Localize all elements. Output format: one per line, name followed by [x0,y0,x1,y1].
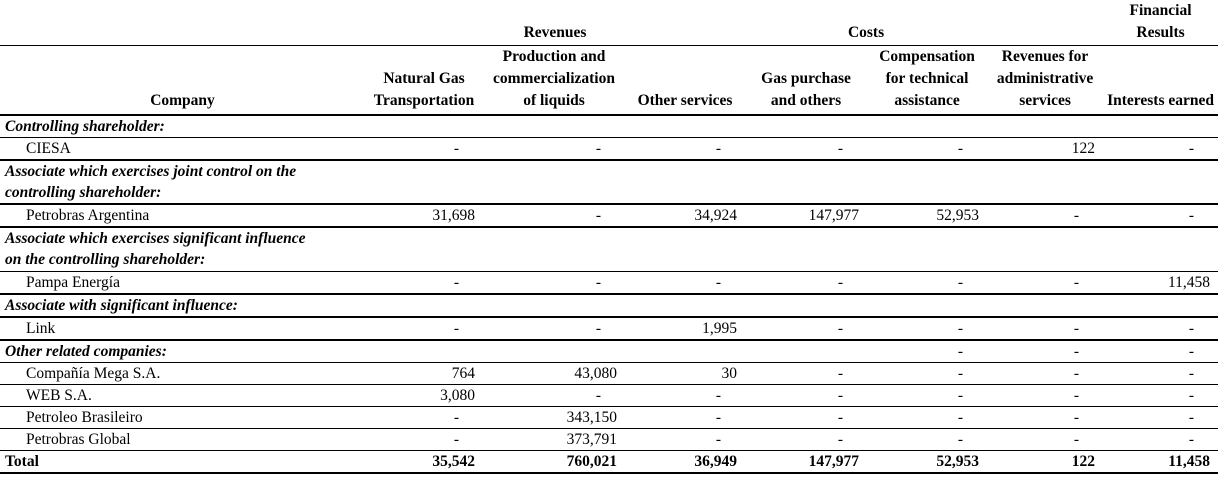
value-cell: - [365,428,483,450]
value-cell [1103,182,1218,204]
value-cell: - [867,428,987,450]
value-cell [365,294,483,317]
value-cell: - [625,271,745,294]
column-header-production-commercialization-liquids: Production and commercialization of liquids [483,46,625,116]
value-cell: - [987,204,1103,227]
table-row [0,160,1218,182]
company-name: Petrobras Argentina [0,204,365,227]
value-cell [1103,294,1218,317]
column-header-revenues-administrative-services: Revenues for administrative services [987,46,1103,116]
value-cell: 52,953 [867,450,987,473]
value-cell [625,294,745,317]
value-cell [483,340,625,363]
value-cell: - [1103,428,1218,450]
table-row [0,115,1218,138]
value-cell [745,249,867,271]
value-cell [365,227,483,249]
value-cell [987,249,1103,271]
column-header-compensation-technical-assistance: Compensation for technical assistance [867,46,987,116]
section-label: Associate which exercises joint control on the [5,163,297,180]
value-cell: - [867,406,987,428]
value-cell [365,340,483,363]
value-cell: - [987,271,1103,294]
company-name: Compañía Mega S.A. [0,362,365,384]
value-cell: 36,949 [625,450,745,473]
value-cell [483,182,625,204]
value-cell: - [1103,362,1218,384]
value-cell: - [987,384,1103,406]
value-cell: - [625,428,745,450]
company-name: Pampa Energía [0,271,365,294]
value-cell [1103,249,1218,271]
value-cell: - [867,317,987,340]
value-cell: - [745,317,867,340]
value-cell [483,249,625,271]
company-name: Total [0,450,365,473]
value-cell [483,294,625,317]
table-row [0,428,1218,450]
table-body [0,115,1218,473]
value-cell [987,182,1103,204]
value-cell: - [365,271,483,294]
value-cell: - [987,317,1103,340]
value-cell: - [867,271,987,294]
value-cell: - [1103,204,1218,227]
value-cell: - [867,340,987,363]
section-label: Associate which exercises significant influence [5,230,306,247]
value-cell: - [987,340,1103,363]
value-cell [1103,160,1218,182]
value-cell: 35,542 [365,450,483,473]
value-cell: - [483,317,625,340]
company-name: CIESA [0,138,365,161]
column-header-company: Company [0,46,365,116]
value-cell [745,340,867,363]
value-cell: - [483,271,625,294]
value-cell [625,160,745,182]
value-cell: - [987,428,1103,450]
table-header [0,0,1218,115]
table-row [0,249,1218,271]
value-cell: - [1103,317,1218,340]
table-row [0,317,1218,340]
value-cell [365,115,483,138]
value-cell: 764 [365,362,483,384]
table-row [0,204,1218,227]
value-cell [987,160,1103,182]
table-row [0,138,1218,161]
company-name: Petrobras Global [0,428,365,450]
value-cell [483,160,625,182]
value-cell [867,227,987,249]
table-row [0,406,1218,428]
value-cell: - [745,271,867,294]
column-header-row [0,46,1218,116]
section-label: Associate with significant influence: [0,294,365,317]
value-cell [1103,115,1218,138]
value-cell: - [867,384,987,406]
table-row [0,294,1218,317]
value-cell: - [483,138,625,161]
group-header-costs: Costs [745,0,987,46]
company-name: WEB S.A. [0,384,365,406]
value-cell [745,160,867,182]
value-cell: - [365,406,483,428]
table-row [0,450,1218,473]
value-cell [365,160,483,182]
value-cell: - [1103,384,1218,406]
value-cell [987,115,1103,138]
value-cell: - [625,406,745,428]
value-cell [483,227,625,249]
value-cell: 31,698 [365,204,483,227]
table-row [0,182,1218,204]
table-row [0,384,1218,406]
value-cell: 52,953 [867,204,987,227]
column-header-gas-purchase-and-others: Gas purchase and others [745,46,867,116]
value-cell: - [625,138,745,161]
value-cell [867,182,987,204]
value-cell: 760,021 [483,450,625,473]
value-cell [625,249,745,271]
value-cell: - [483,204,625,227]
value-cell: - [745,362,867,384]
value-cell [625,340,745,363]
value-cell: 147,977 [745,204,867,227]
value-cell [987,227,1103,249]
value-cell: - [987,362,1103,384]
value-cell [365,249,483,271]
value-cell: - [365,317,483,340]
value-cell: 147,977 [745,450,867,473]
value-cell [625,115,745,138]
group-header-empty-company [0,0,365,46]
value-cell [745,115,867,138]
value-cell: 122 [987,138,1103,161]
section-label: controlling shareholder: [0,182,365,204]
value-cell: - [745,384,867,406]
value-cell: 11,458 [1103,450,1218,473]
value-cell [867,249,987,271]
value-cell [365,182,483,204]
value-cell: - [1103,406,1218,428]
value-cell: 122 [987,450,1103,473]
value-cell [1103,227,1218,249]
value-cell [745,294,867,317]
table-row [0,362,1218,384]
group-header-empty-admin [987,0,1103,46]
value-cell: - [1103,340,1218,363]
company-name: Petroleo Brasileiro [0,406,365,428]
value-cell: - [745,406,867,428]
value-cell [745,182,867,204]
group-header-financial-results: Financial Results [1103,0,1218,46]
value-cell [483,115,625,138]
table-row [0,227,1218,249]
value-cell: - [625,384,745,406]
value-cell: 343,150 [483,406,625,428]
value-cell: 1,995 [625,317,745,340]
value-cell: - [483,384,625,406]
value-cell [625,227,745,249]
value-cell [625,182,745,204]
value-cell: 43,080 [483,362,625,384]
value-cell: - [745,138,867,161]
value-cell [867,115,987,138]
table-row [0,271,1218,294]
group-header-revenues: Revenues [365,0,745,46]
value-cell: 11,458 [1103,271,1218,294]
value-cell: - [745,428,867,450]
value-cell [867,160,987,182]
value-cell: - [987,406,1103,428]
value-cell: - [1103,138,1218,161]
value-cell [745,227,867,249]
column-header-other-services: Other services [625,46,745,116]
value-cell: 373,791 [483,428,625,450]
section-label: Other related companies: [0,340,365,363]
value-cell [987,294,1103,317]
section-label: on the controlling shareholder: [0,249,365,271]
value-cell: - [867,138,987,161]
value-cell: - [365,138,483,161]
table-row [0,340,1218,363]
column-header-interests-earned: Interests earned [1103,46,1218,116]
column-header-natural-gas-transportation: Natural Gas Transportation [365,46,483,116]
value-cell: 3,080 [365,384,483,406]
section-label: Controlling shareholder: [0,115,365,138]
value-cell: - [867,362,987,384]
value-cell: 30 [625,362,745,384]
value-cell [867,294,987,317]
group-header-row [0,0,1218,46]
company-name: Link [0,317,365,340]
value-cell: 34,924 [625,204,745,227]
